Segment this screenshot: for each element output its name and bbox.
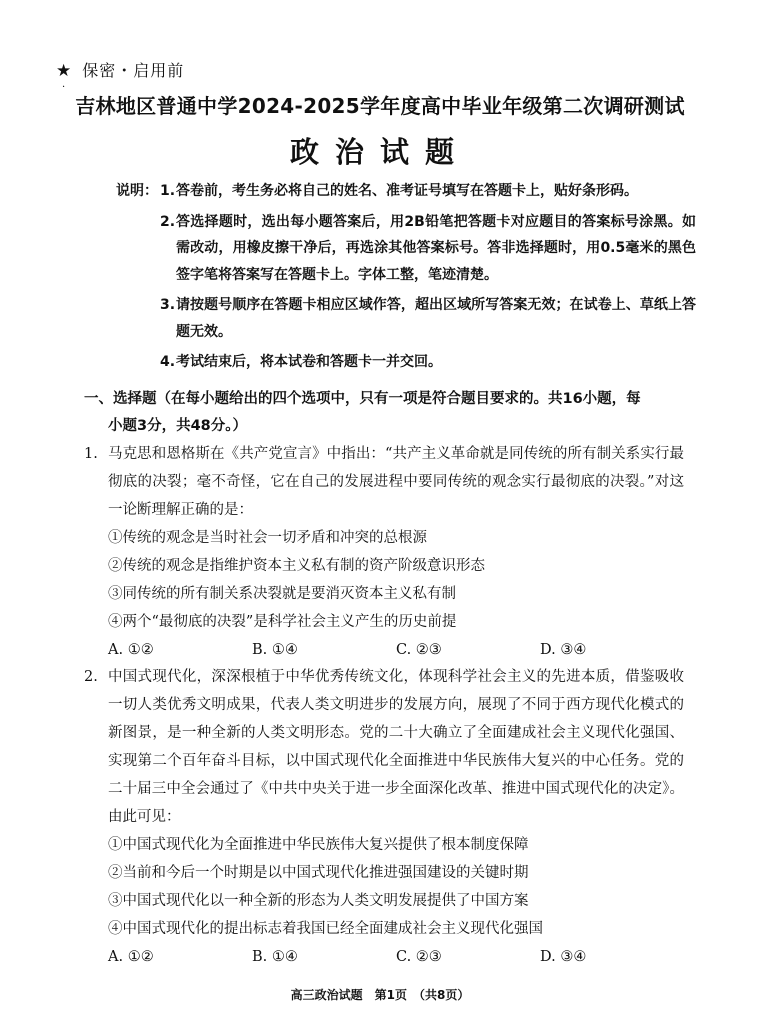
question-1 [84,440,684,664]
statement-option: ③同传统的所有制关系决裂就是要消灭资本主义私有制 [108,586,456,602]
question-number: 1. [84,446,98,462]
answer-choices [84,943,684,971]
confidential-label: 保密・启用前 [82,61,185,80]
statement-option: ②传统的观念是指维护资本主义私有制的资产阶级意识形态 [108,558,485,574]
instruction-item: 3. 请按题号顺序在答题卡相应区域作答，超出区域所写答案无效；在试卷上、草纸上答题无效。 [160,297,696,340]
answer-choices [84,636,684,664]
choice-d: D. ③④ [540,949,587,965]
choice-b: B. ①④ [252,642,298,658]
statement-option: ①中国式现代化为全面推进中华民族伟大复兴提供了根本制度保障 [108,837,529,853]
star-icon: ★ [56,61,73,81]
choice-a: A. ①② [108,642,154,658]
statement-option: ③中国式现代化以一种全新的形态为人类文明发展提供了中国方案 [108,893,529,909]
choice-a: A. ①② [108,949,154,965]
question-stem: 中国式现代化，深深根植于中华优秀传统文化，体现科学社会主义的先进本质，借鉴吸收一切人类优秀文明成果，代表人类文明进步的发展方向，展现了不同于西方现代化模式的新图景，是一种全新的人类文明形态。党的二十大确立了全面建成社会主义现代化强国、实现第二个百年奋斗目标，以中国式现代化全面推进中华民族伟大复兴的中心任务。党的二十届三中全会通过了《中共中央关于进一步全面深化改革、推进中国式现代化的决定》。由此可见： [108,669,684,825]
instructions-label: 说明： [116,183,158,199]
subject-title: 政治试题 [289,135,470,169]
choice-c: C. ②③ [396,642,442,658]
question-stem: 马克思和恩格斯在《共产党宣言》中指出：“共产主义革命就是同传统的所有制关系实行最彻底的决裂；毫不奇怪，它在自己的发展进程中要同传统的观念实行最彻底的决裂。”对这一论断理解正确的是： [108,446,684,518]
instruction-item: 4. 考试结束后，将本试卷和答题卡一并交回。 [160,354,442,370]
statement-option: ②当前和今后一个时期是以中国式现代化推进强国建设的关键时期 [108,865,529,881]
instructions [116,178,696,380]
choice-d: D. ③④ [540,642,587,658]
instruction-item: 1. 答卷前，考生务必将自己的姓名、准考证号填写在答题卡上，贴好条形码。 [160,183,638,199]
statement-option: ④中国式现代化的提出标志着我国已经全面建成社会主义现代化强国 [108,921,543,937]
section-heading-line: 一、选择题（在每小题给出的四个选项中，只有一项是符合题目要求的。共16小题，每 [84,391,641,407]
exam-title: 吉林地区普通中学2024-2025学年度高中毕业年级第二次调研测试 [75,94,685,118]
dot-mark: · [62,82,66,93]
section-heading [84,386,684,440]
choice-c: C. ②③ [396,949,442,965]
instruction-item: 2. 答选择题时，选出每小题答案后，用2B铅笔把答题卡对应题目的答案标号涂黑。如需改动，用橡皮擦干净后，再选涂其他答案标号。答非选择题时，用0.5毫米的黑色签字笔将答案写在答题卡上。字体工整，笔迹清楚。 [160,213,696,283]
statement-option: ①传统的观念是当时社会一切矛盾和冲突的总根源 [108,530,427,546]
confidential-mark [56,58,184,81]
statement-option: ④两个“最彻底的决裂”是科学社会主义产生的历史前提 [108,614,457,630]
choice-b: B. ①④ [252,949,298,965]
section-heading-line: 小题3分，共48分。） [108,418,248,434]
question-2 [84,663,684,971]
question-number: 2. [84,669,98,685]
page-footer: 高三政治试题 第1页 （共8页） [290,988,470,1002]
